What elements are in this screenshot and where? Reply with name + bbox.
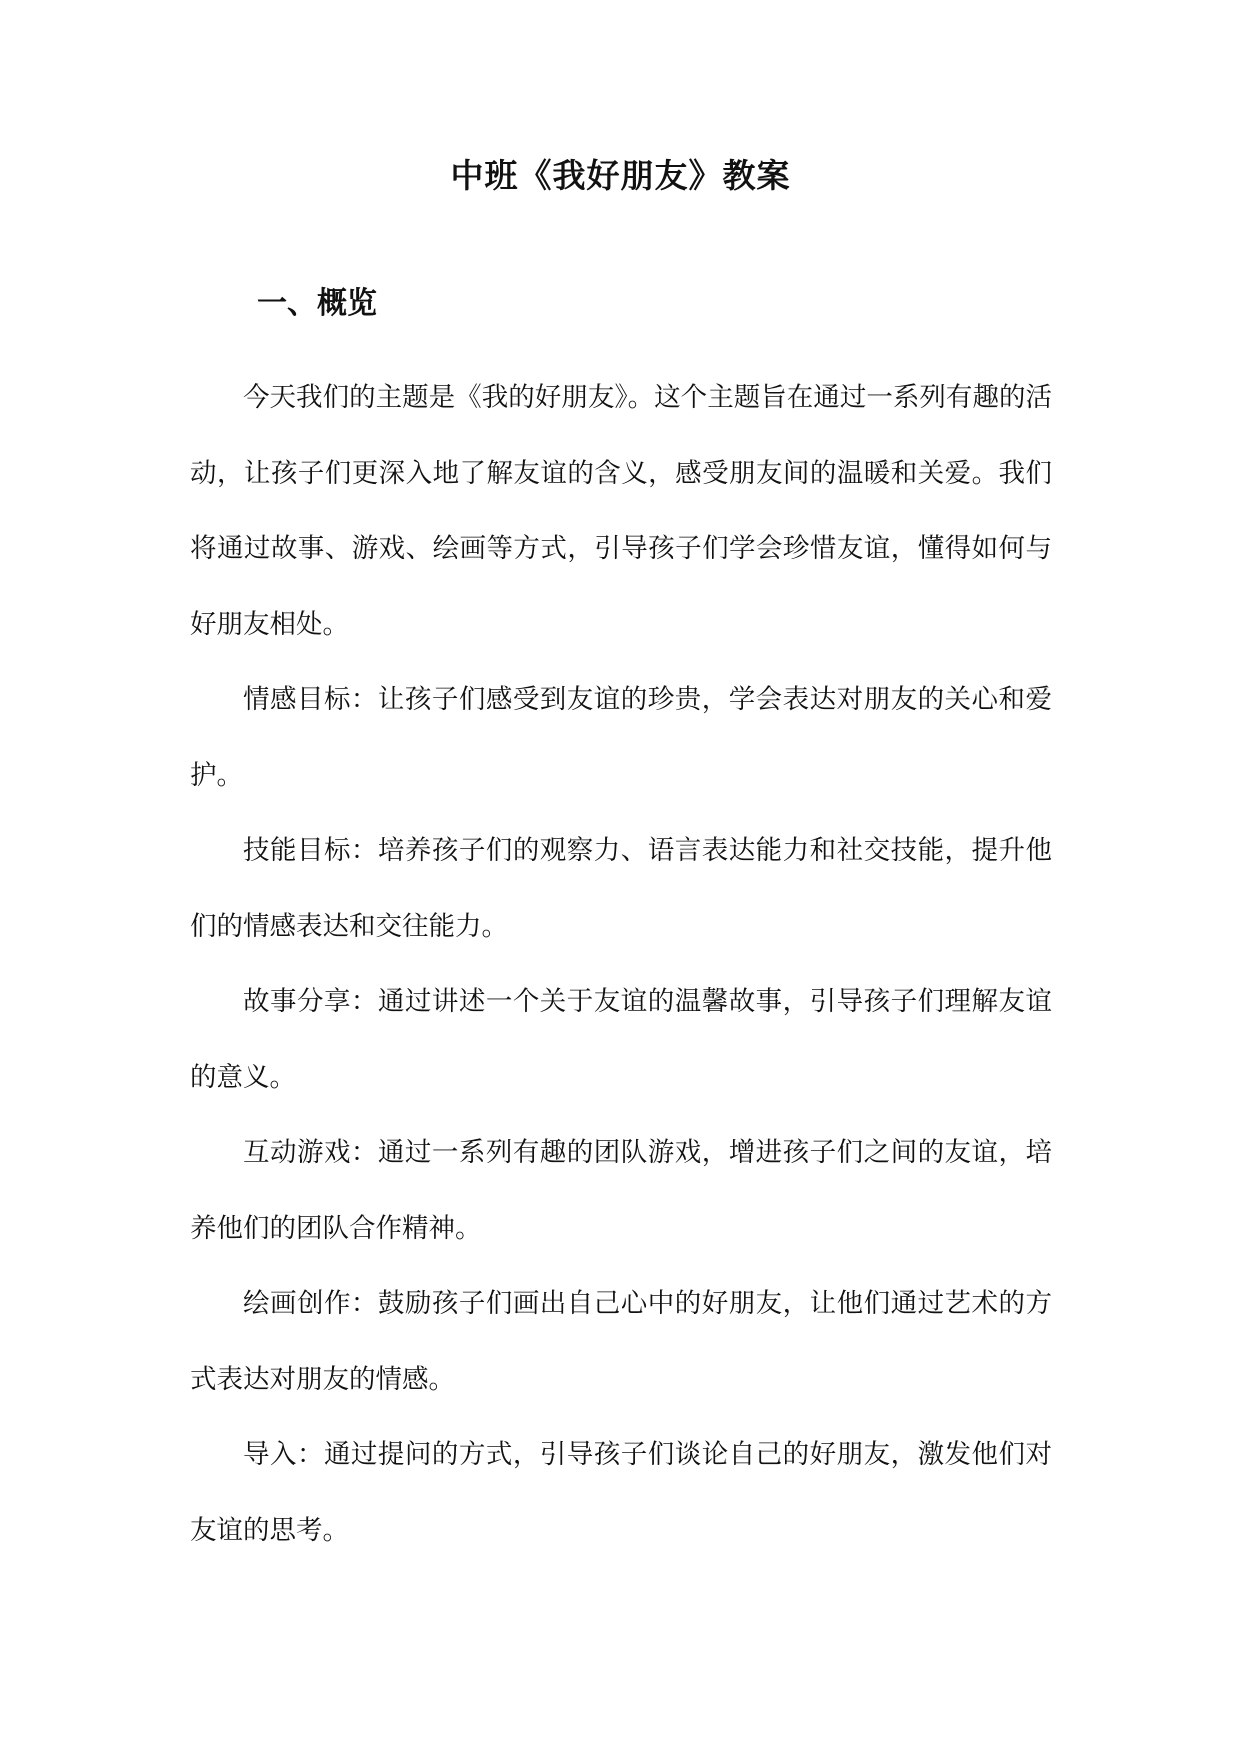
paragraph-interactive-game: 互动游戏：通过一系列有趣的团队游戏，增进孩子们之间的友谊，培养他们的团队合作精神。 xyxy=(190,1137,1052,1244)
section-heading: 一、概览 xyxy=(257,286,377,321)
document-body xyxy=(190,360,1052,1568)
paragraph-emotional-goal: 情感目标：让孩子们感受到友谊的珍贵，学会表达对朋友的关心和爱护。 xyxy=(190,684,1052,791)
paragraph-overview: 今天我们的主题是《我的好朋友》。这个主题旨在通过一系列有趣的活动，让孩子们更深入地了解友谊的含义，感受朋友间的温暖和关爱。我们将通过故事、游戏、绘画等方式，引导孩子们学会珍惜友谊，懂得如何与好朋友相处。 xyxy=(190,382,1052,640)
paragraph-skill-goal: 技能目标：培养孩子们的观察力、语言表达能力和社交技能，提升他们的情感表达和交往能力。 xyxy=(190,835,1052,942)
paragraph-introduction: 导入：通过提问的方式，引导孩子们谈论自己的好朋友，激发他们对友谊的思考。 xyxy=(190,1439,1052,1546)
document-title: 中班《我好朋友》教案 xyxy=(450,156,791,195)
paragraph-drawing: 绘画创作：鼓励孩子们画出自己心中的好朋友，让他们通过艺术的方式表达对朋友的情感。 xyxy=(190,1288,1052,1395)
paragraph-story-sharing: 故事分享：通过讲述一个关于友谊的温馨故事，引导孩子们理解友谊的意义。 xyxy=(190,986,1052,1093)
